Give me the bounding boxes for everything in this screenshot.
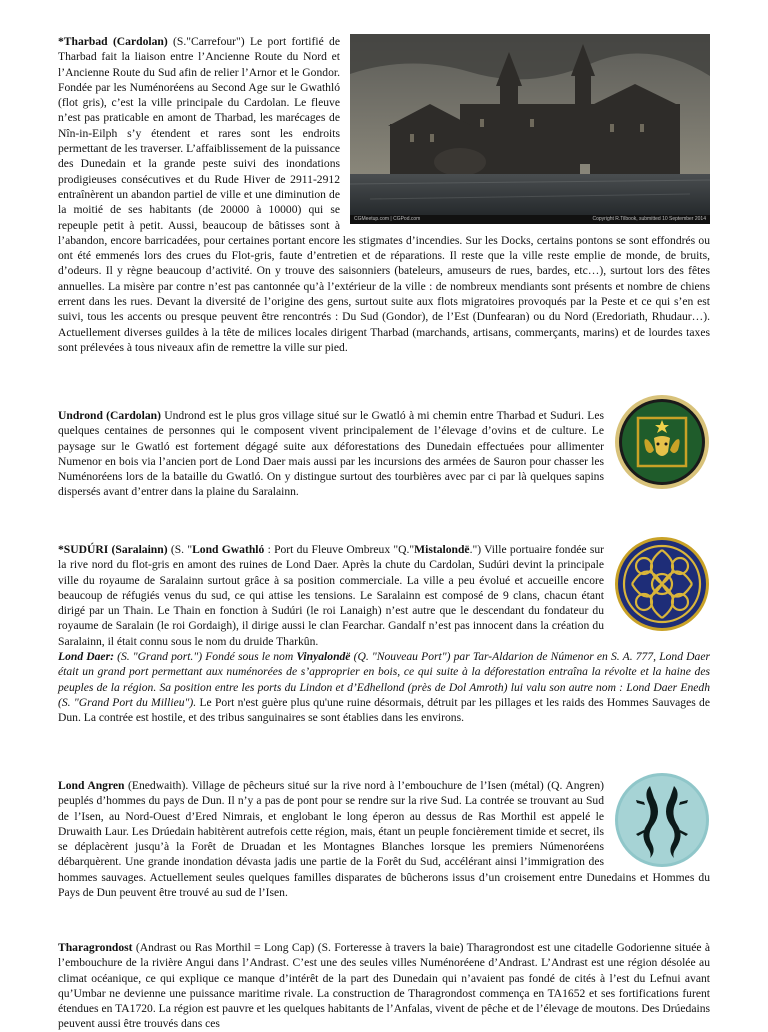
suduri-mid: : Port du Fleuve Ombreux "Q." (264, 543, 415, 556)
angren-title: Lond Angren (58, 779, 125, 792)
section-tharbad (58, 34, 710, 355)
lizards-icon (614, 772, 710, 868)
castle-illustration (350, 34, 710, 224)
image-caption-right: Copyright R.Tilbook, submitted 10 September 2014 (592, 216, 706, 222)
lond-daer-text: Le Port n'est guère plus qu'une ruine désormais, détruit par les pillages et les raids des Hommes Sauvages de Dun. La contrée est hostile, et des tribus sanguinaires se sont établies dans les environs. (58, 695, 710, 725)
tharbad-text: Le port fortifié de Tharbad fait la liaison entre l’Ancienne Route du Nord et l’Ancienne Route du Sud afin de relier l’Arnor et le Gondor. Fondée par les Numénoréens au Second Age sur le Gwathló (flot gris), c’est la ville principale du Cardolan. Le fleuve n’est pas praticable en amont de Tharbad, les marécages de Nîn-in-Eilph s’y étendent et rares sont les endroits permettant de les traverser. L’affaiblissement de la puissance des Dunedain et la grande peste suivi des inondations prodigieuses consécutives et du Rude Hiver de 2911-2912 entraînèrent un abandon partiel de ville et une diminution de la moitié de ses habitants (de 20000 à 10000) qui se repeuple petit à petit. Aussi, beaucoup de bâtisses sont à l’abandon, encore barricadées, pour certaines portant encore les stigmates d’incendies. Sur les Docks, certains pontons se sont effondrés ou ont été emmenés lors des crues du Flot-gris, faute d’entretien et de réparations. Il reste que la ville reste emplie de monde, de bruits, d’odeurs. Il y règne beaucoup d’activité. On y trouve des saisonniers (bateleurs, amuseurs de rues, bardes, etc…), surtout lors des fêtes annuelles. La misère par contre n’est pas cantonnée qu’à l’extérieur de la ville : de nombreux mendiants sont présents et nombre de chiens errent dans les rues. Devant la diversité de l’origine des gens, surtout suite aux flots migratoires provoqués par la Peste et ce qui s’en est suivi, tous les accents ou presque peuvent être rencontrés : Du Sud (Gondor), de l’Est (Dunfearan) ou du Nord (Eredoriath, Rhudaur…). Actuellement diverses guildes à la tête de milices locales dirigent Tharbad (marchands, artisans, commerçants, marins) et de lourdes taxes sont prélevées à tous niveaux afin de remettre la ville sur pied. (58, 35, 710, 354)
lond-daer-italic-2: (Q. "Nouveau Port") par Tar-Aldarion de Númenor en S. A. 777, Lond Daer était un grand port permettant aux numénorées de s’approprier en bois, ce qui suite à la déforestation entraîna la révolte et la haine des peuples de la région. Sa position entre les ports du Lindon et d’Edhellond (près de Dol Amroth) lui valu son autre nom : Lond Daer Enedh (S. "Grand Port du Millieu"). (58, 650, 710, 709)
undrond-text: Undrond est le plus gros village situé sur le Gwatló à mi chemin entre Tharbad et Suduri. Les quelques centaines de personnes qui le composent vivent principalement de l’élevage d’ovins et de culture. Le paysage sur le Gwatló est fortement dégagé suite aux déforestations des Dunedain effectuées pour allimenter Numenor en bois via l’ancien port de Lond Daer mais aussi par les incursions des armées de Sauron pour chasser les Numénoréens lors de la bataille du Gwatló. On y distingue surtout des tourbières avec par ci par là quelques sapins dispersés avant d’entrer dans la plaine du Saralainn. (58, 409, 604, 499)
tharbad-title: *Tharbad (Cardolan) (58, 35, 168, 48)
lond-daer-italic-1: (S. "Grand port.") Fondé sous le nom (113, 650, 297, 664)
tharbad-city-image (350, 34, 710, 224)
angren-lizard-emblem (614, 772, 710, 868)
suduri-pre: (S. " (170, 543, 193, 556)
suduri-mistalonde: Mistalondë (414, 543, 470, 556)
lond-daer-vinyalonde: Vinyalondë (296, 650, 351, 664)
tharagrondost-paragraph (58, 940, 710, 1032)
tharagrondost-text: (Andrast ou Ras Morthil = Long Cap) (S. Forteresse à travers la baie) Tharagrondost est une citadelle Godorienne située à l’embouchure de la rivière Angui dans l’Andrast. C’est une des seules villes Numénoréene d’Andrast. L’Andrast est une région désolée au climat océanique, ce qui explique ce manque d’intérêt de la part des Dunedain qui n’avaient pas fondé de cités à l’est du Lefnui avant qu’Umbar ne devienne une puissance maritime rivale. La construction de Tharagrondost commença en TA1652 et ses fortifications furent étendues en TA1720. La région est pauvre et les quelques habitants de l’Anfalas, vivent de pêche et de l’élevage de moutons. Des Drúedains peuvent aussi être trouvés dans ces (58, 941, 710, 1031)
suduri-knot-emblem (614, 536, 710, 632)
tharagrondost-title: Tharagrondost (58, 941, 133, 954)
section-suduri (58, 542, 710, 726)
angren-paragraph (58, 778, 710, 900)
lond-daer-title: Lond Daer: (58, 650, 114, 664)
suduri-title: *SUDÚRI (Saralainn) (58, 543, 168, 556)
undrond-ram-emblem (614, 394, 710, 490)
celtic-knot-icon (614, 536, 710, 632)
tharbad-etymology: (S."Carrefour") (173, 35, 245, 48)
image-caption-left: CGMeetup.com | CGPod.com (354, 216, 421, 222)
image-caption-bar (350, 215, 710, 224)
suduri-lond-gwathlo: Lond Gwathló (192, 543, 265, 556)
undrond-title: Undrond (Cardolan) (58, 409, 161, 422)
suduri-text: .") Ville portuaire fondée sur la rive nord du flot-gris en amont des ruines de Lond Daer. Après la chute du Cardolan, Sudúri devint la principale ville du royaume de Saralainn surtout grâce à sa position commerciale. La ville a peu évolué et accueille encore beaucoup de réfugiés venus du sud, ce qui attise les tensions. Le Saralainn est composé de 9 clans, chacun étant dirigé par un Thain. Le Thain en fonction à Sudúri (le roi Lanaigh) n’est autre que le descendant du fondateur du royaume de Saralain (le roi Gordaigh), il dirige aussi le clan Fearchar. Gandalf n’est pas innocent dans la création du Saralainn, il était connu sous le nom du druide Tharkûn. (58, 543, 604, 648)
angren-text: (Enedwaith). Village de pêcheurs situé sur la rive nord à l’embouchure de l’Isen (métal) (Q. Angren) peuplés d’hommes du pays de Dun. Il n’y a pas de pont pour se rendre sur la rive Sud. La contrée se trouvant au Sud de l’Isen, au Nord-Ouest d’Ered Nimrais, et englobant le long éperon au dessus de Ras Morthil est appelé le Druwaith Laur. Les Drúedain habitèrent autrefois cette région, mais, étant un peuple foncièrement timide et secret, ils se déplacèrent jusqu’à la Forêt de Druadan et les Montagnes Blanches lorsque les premiers Númenoréens débarquèrent. Une grande inondation dévasta jadis une partie de la Forêt du Sud, accélérant ainsi l’immigration des hommes sauvages. Actuellement seules quelques familles disparates de bûcherons issus d’un croisement entre Dunedains et Hommes du Pays de Dun peuvent être trouvé au sud de l’Isen. (58, 779, 710, 900)
undrond-paragraph (58, 408, 710, 500)
suduri-paragraph (58, 542, 710, 649)
section-lond-angren (58, 778, 710, 900)
section-undrond (58, 408, 710, 500)
lond-daer-paragraph (58, 649, 710, 725)
section-tharagrondost (58, 940, 710, 1032)
ram-head-icon (614, 394, 710, 490)
